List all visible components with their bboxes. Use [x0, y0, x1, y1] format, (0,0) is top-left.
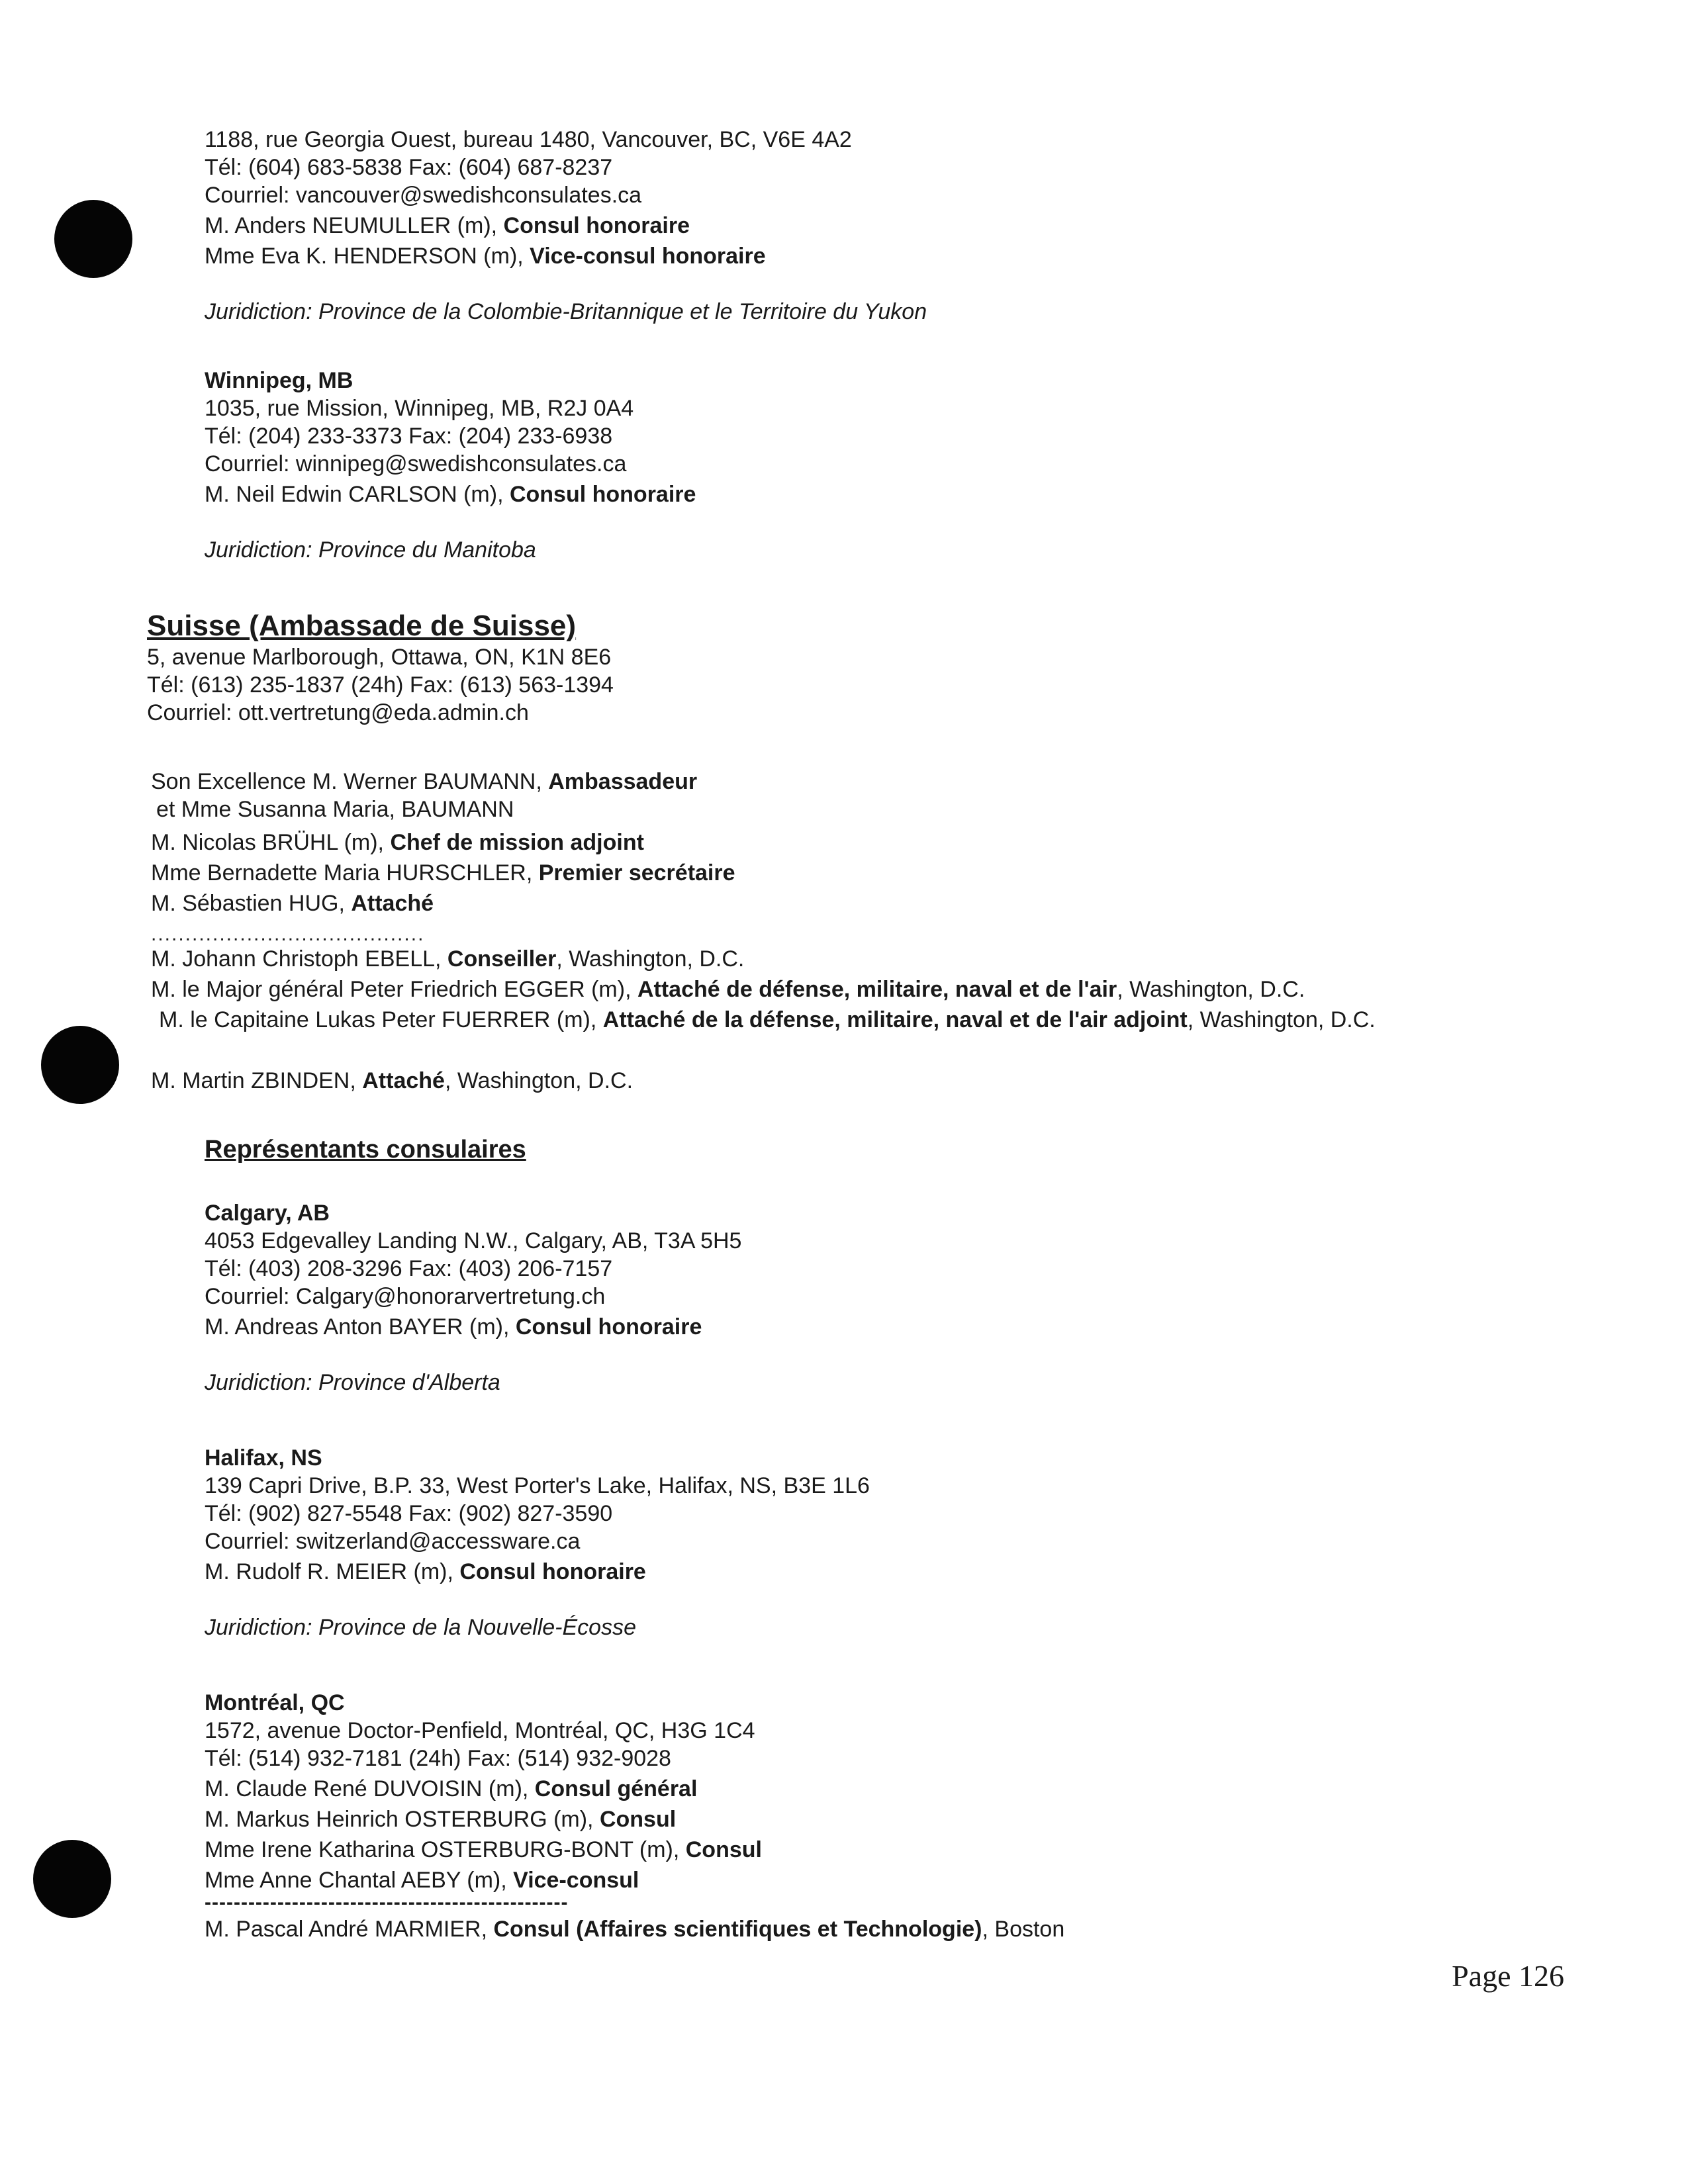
- staff-row: M. Markus Heinrich OSTERBURG (m), Consul: [205, 1807, 677, 1832]
- dashed-separator: --------------------------------------------------: [205, 1891, 569, 1913]
- city-heading: Montréal, QC: [205, 1690, 345, 1715]
- staff-row: M. Anders NEUMULLER (m), Consul honoraire: [205, 213, 690, 238]
- city-heading: Halifax, NS: [205, 1445, 322, 1471]
- subsection-title: Représentants consulaires: [205, 1136, 526, 1163]
- staff-row: Mme Irene Katharina OSTERBURG-BONT (m), Consul: [205, 1837, 762, 1862]
- washington-staff-row: M. Martin ZBINDEN, Attaché, Washington, D.C.: [151, 1068, 633, 1093]
- jurisdiction: Juridiction: Province de la Colombie-Britannique et le Territoire du Yukon: [205, 299, 927, 324]
- staff-row: M. Sébastien HUG, Attaché: [151, 891, 434, 916]
- suisse-embassy: [147, 609, 614, 727]
- address: 5, avenue Marlborough, Ottawa, ON, K1N 8E6: [147, 645, 612, 670]
- washington-staff-row: M. le Major général Peter Friedrich EGGER (m), Attaché de défense, militaire, naval et de l'air, Washington, D.C.: [151, 977, 1305, 1002]
- staff-row: Mme Anne Chantal AEBY (m), Vice-consul: [205, 1868, 639, 1893]
- staff-row: Mme Bernadette Maria HURSCHLER, Premier secrétaire: [151, 860, 735, 886]
- phone-fax: Tél: (902) 827-5548 Fax: (902) 827-3590: [205, 1501, 613, 1526]
- address: 1188, rue Georgia Ouest, bureau 1480, Vancouver, BC, V6E 4A2: [205, 127, 852, 152]
- address: 4053 Edgevalley Landing N.W., Calgary, AB, T3A 5H5: [205, 1228, 742, 1253]
- staff-row: M. Nicolas BRÜHL (m), Chef de mission adjoint: [151, 830, 644, 855]
- halifax-consulate: [205, 1444, 870, 1641]
- montreal-consulate: [205, 1689, 1064, 1943]
- city-heading: Calgary, AB: [205, 1201, 330, 1226]
- winnipeg-consulate: [205, 367, 696, 564]
- staff-row: M. Neil Edwin CARLSON (m), Consul honoraire: [205, 482, 696, 507]
- staff-row: M. Claude René DUVOISIN (m), Consul général: [205, 1776, 698, 1801]
- address: 1572, avenue Doctor-Penfield, Montréal, QC, H3G 1C4: [205, 1718, 755, 1743]
- address: 1035, rue Mission, Winnipeg, MB, R2J 0A4: [205, 396, 634, 421]
- email: Courriel: winnipeg@swedishconsulates.ca: [205, 451, 627, 477]
- consular-representatives: [205, 1134, 526, 1165]
- jurisdiction: Juridiction: Province du Manitoba: [205, 537, 536, 563]
- staff-row: Mme Eva K. HENDERSON (m), Vice-consul honoraire: [205, 244, 766, 269]
- phone-fax: Tél: (514) 932-7181 (24h) Fax: (514) 932-9028: [205, 1746, 671, 1771]
- staff-row: M. Rudolf R. MEIER (m), Consul honoraire: [205, 1559, 646, 1584]
- washington-staff-row: M. le Capitaine Lukas Peter FUERRER (m), Attaché de la défense, militaire, naval et de l'air adjoint, Washington, D.C.: [159, 1007, 1376, 1032]
- city-heading: Winnipeg, MB: [205, 368, 353, 393]
- staff-row: M. Andreas Anton BAYER (m), Consul honoraire: [205, 1314, 702, 1340]
- punch-hole-middle: [41, 1026, 119, 1104]
- email: Courriel: ott.vertretung@eda.admin.ch: [147, 700, 529, 725]
- jurisdiction: Juridiction: Province de la Nouvelle-Écosse: [205, 1615, 636, 1640]
- phone-fax: Tél: (403) 208-3296 Fax: (403) 206-7157: [205, 1256, 613, 1281]
- punch-hole-top: [54, 200, 132, 278]
- suisse-staff: [151, 768, 1376, 1095]
- punch-hole-bottom: [33, 1840, 111, 1918]
- address: 139 Capri Drive, B.P. 33, West Porter's Lake, Halifax, NS, B3E 1L6: [205, 1473, 870, 1498]
- washington-staff-row: M. Johann Christoph EBELL, Conseiller, Washington, D.C.: [151, 946, 745, 972]
- phone-fax: Tél: (204) 233-3373 Fax: (204) 233-6938: [205, 424, 613, 449]
- boston-staff-row: M. Pascal André MARMIER, Consul (Affaires scientifiques et Technologie), Boston: [205, 1917, 1065, 1942]
- ambassador-row: Son Excellence M. Werner BAUMANN, Ambassadeur: [151, 769, 698, 794]
- email: Courriel: switzerland@accessware.ca: [205, 1529, 581, 1554]
- phone-fax: Tél: (613) 235-1837 (24h) Fax: (613) 563-1394: [147, 672, 614, 698]
- calgary-consulate: [205, 1199, 741, 1396]
- email: Courriel: Calgary@honorarvertretung.ch: [205, 1284, 606, 1309]
- page-number: Page 126: [1452, 1959, 1564, 1993]
- section-title: Suisse (Ambassade de Suisse): [147, 610, 577, 642]
- jurisdiction: Juridiction: Province d'Alberta: [205, 1370, 500, 1395]
- vancouver-consulate: [205, 126, 927, 326]
- dotted-separator: ........................................: [151, 923, 425, 945]
- email: Courriel: vancouver@swedishconsulates.ca: [205, 183, 642, 208]
- spouse-row: et Mme Susanna Maria, BAUMANN: [156, 797, 514, 822]
- phone-fax: Tél: (604) 683-5838 Fax: (604) 687-8237: [205, 155, 613, 180]
